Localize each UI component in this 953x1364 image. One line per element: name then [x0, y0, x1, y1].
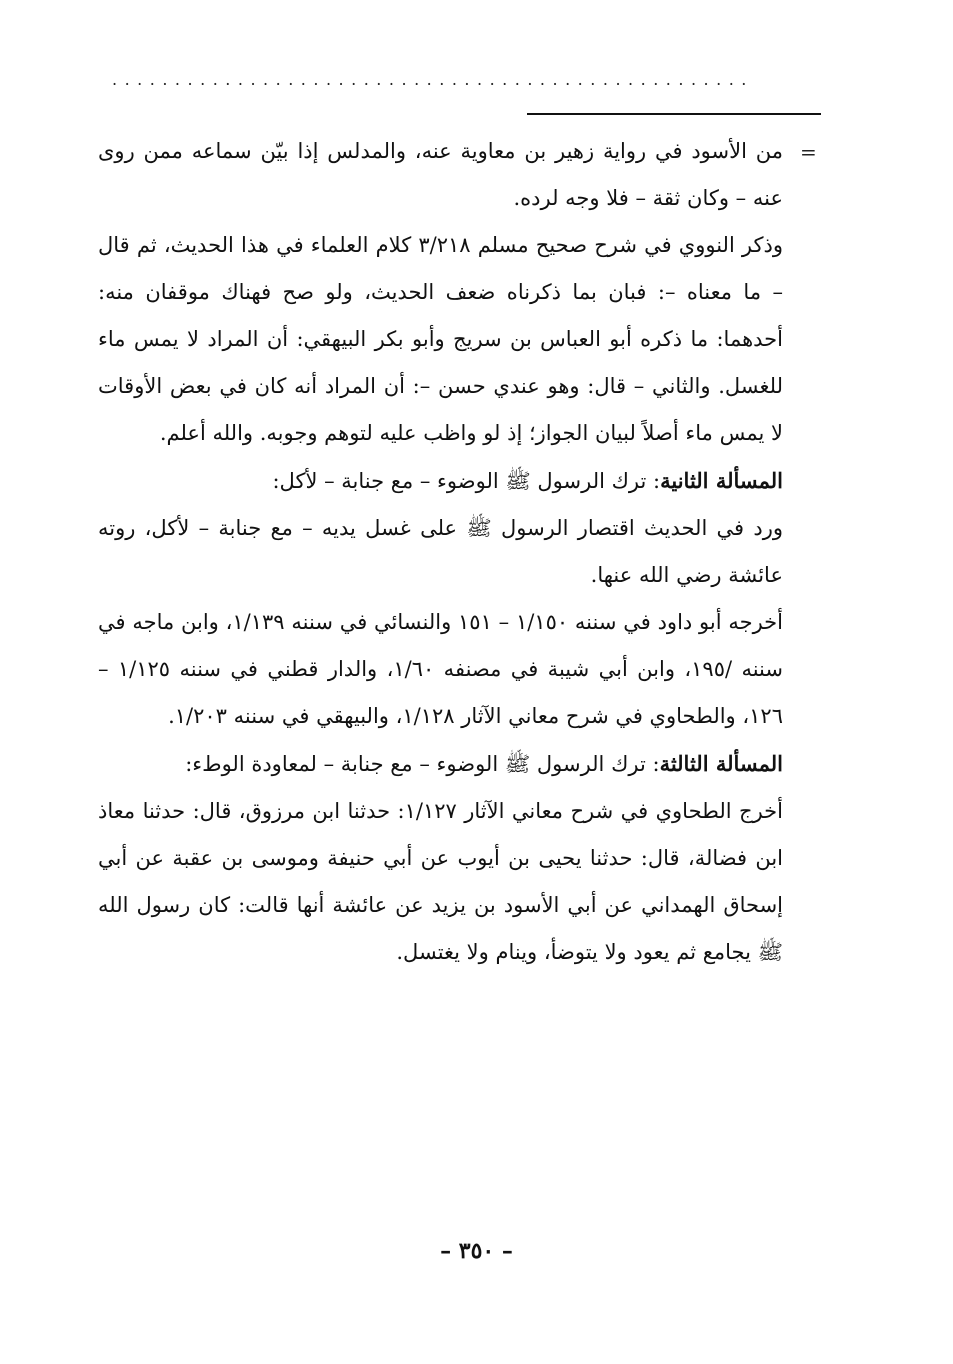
- paragraph-1: من الأسود في رواية زهير بن معاوية عنه، والمدلس إذا بيّن سماعه ممن روى عنه – وكان ثقة – فلا وجه لرده.: [98, 139, 783, 210]
- page-number: – ٣٥٠ –: [440, 1238, 513, 1264]
- section-heading-3: [98, 740, 783, 788]
- paragraph-3: ورد في الحديث اقتصار الرسول ﷺ على غسل يديه – مع جنابة – لأكل، روته عائشة رضي الله عنها.: [98, 516, 783, 587]
- header-dotted-line: ...................................................: [112, 70, 754, 89]
- main-text: [98, 128, 783, 976]
- paragraph-4: أخرجه أبو داود في سننه ١/١٥٠ – ١٥١ والنسائي في سننه ١/١٣٩، وابن ماجه في سننه /١٩٥، وابن أبي شيبة في مصنفه ١/٦٠، والدار قطني في سننه ١/١٢٥ –١٢٦، والطحاوي في شرح معاني الآثار ١/١٢٨، والبيهقي في سننه ١/٢٠٣.: [98, 610, 784, 728]
- section-heading-3-label: المسألة الثالثة: [659, 751, 783, 776]
- paragraph-5: أخرج الطحاوي في شرح معاني الآثار ١/١٢٧: حدثنا ابن مرزوق، قال: حدثنا معاذ ابن فضالة، قال: حدثنا يحيى بن أيوب عن أبي حنيفة وموسى بن عقبة عن أبي إسحاق الهمداني عن أبي الأسود بن يزيد عن عائشة أنها قالت: كان رسول الله ﷺ يجامع ثم يعود ولا يتوضأ، وينام ولا يغتسل.: [98, 799, 783, 964]
- section-heading-2: [98, 457, 783, 505]
- paragraph-2: وذكر النووي في شرح صحيح مسلم ٣/٢١٨ كلام العلماء في هذا الحديث، ثم قال – ما معناه –: فبان بما ذكرناه ضعف الحديث، ولو صح فهناك موقفان منه: أحدهما: ما ذكره أبو العباس بن سريج وأبو بكر البيهقي: أن المراد لا يمس ماء للغسل. والثاني – قال: وهو عندي حسن –: أن المراد أنه كان في بعض الأوقات لا يمس ماء أصلاً لبيان الجواز؛ إذ لو واظب عليه لتوهم وجوبه. والله أعلم.: [98, 233, 784, 445]
- section-heading-2-label: المسألة الثانية: [660, 468, 783, 493]
- section-heading-2-text: : ترك الرسول ﷺ الوضوء – مع جنابة – لأكل:: [272, 469, 661, 493]
- section-heading-3-text: : ترك الرسول ﷺ الوضوء – مع جنابة – لمعاودة الوطء:: [185, 752, 660, 776]
- continuation-mark: =: [800, 140, 817, 164]
- footnote-separator-rule: [527, 113, 821, 115]
